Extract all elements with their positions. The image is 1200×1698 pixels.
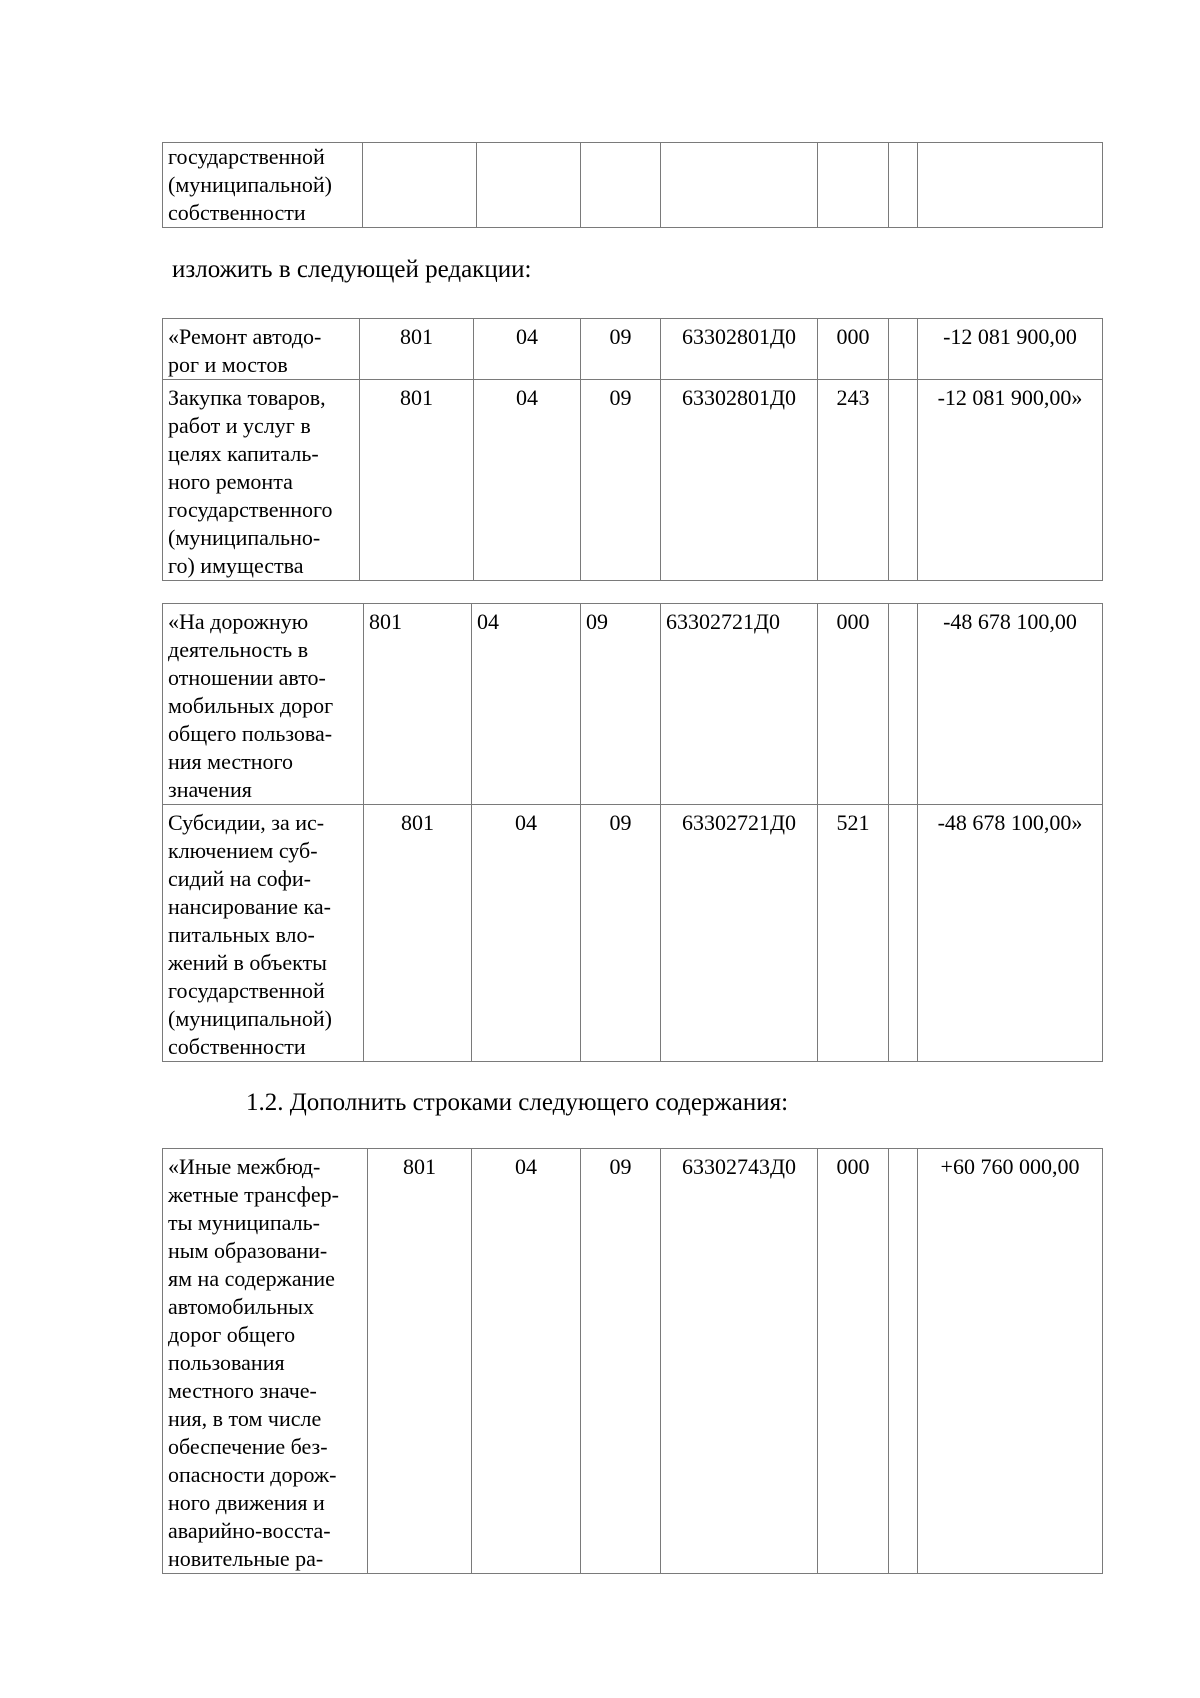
code-cell: 801 — [364, 604, 472, 805]
code-cell: 09 — [581, 1149, 661, 1574]
code-cell: 09 — [581, 319, 661, 380]
code-cell: 63302721Д0 — [661, 805, 818, 1062]
code-cell: 04 — [474, 380, 581, 581]
code-cell: 801 — [364, 805, 472, 1062]
code-cell: 521 — [818, 805, 889, 1062]
amount-cell — [918, 143, 1103, 228]
code-cell — [818, 143, 889, 228]
code-cell: 000 — [818, 604, 889, 805]
amount-cell: -48 678 100,00» — [918, 805, 1103, 1062]
amount-cell: +60 760 000,00 — [918, 1149, 1103, 1574]
budget-table-fragment — [162, 142, 1103, 228]
row-description: «Иные межбюд- жетные трансфер- ты муниципаль- ным образовани- ям на содержание автомобильных дорог общего пользования местного значе- ния, в том числе обеспечение без- опасности дорож- ного движения и аварийно-восста- новительные ра- — [163, 1149, 368, 1574]
code-cell — [661, 143, 818, 228]
code-cell — [889, 604, 918, 805]
code-cell — [889, 319, 918, 380]
table-row — [163, 380, 1103, 581]
budget-table-road-activity — [162, 603, 1103, 1062]
row-description: Закупка товаров, работ и услуг в целях капиталь- ного ремонта государственного (муниципально- го) имущества — [163, 380, 360, 581]
code-cell: 09 — [581, 805, 661, 1062]
code-cell: 04 — [472, 1149, 581, 1574]
amount-cell: -12 081 900,00 — [918, 319, 1103, 380]
paragraph-section-heading: 1.2. Дополнить строками следующего содержания: — [246, 1089, 789, 1116]
code-cell: 000 — [818, 319, 889, 380]
code-cell — [477, 143, 581, 228]
code-cell: 801 — [360, 380, 474, 581]
table-row — [163, 604, 1103, 805]
code-cell: 04 — [472, 805, 581, 1062]
code-cell: 63302743Д0 — [661, 1149, 818, 1574]
code-cell — [581, 143, 661, 228]
table-row — [163, 319, 1103, 380]
code-cell: 801 — [360, 319, 474, 380]
table-row — [163, 143, 1103, 228]
code-cell: 243 — [818, 380, 889, 581]
row-description: «Ремонт автодо- рог и мостов — [163, 319, 360, 380]
paragraph-edit-instruction: изложить в следующей редакции: — [172, 256, 532, 283]
budget-table-road-repair — [162, 318, 1103, 581]
budget-table-interbudget-transfers — [162, 1148, 1103, 1574]
row-description: государственной (муниципальной) собственности — [163, 143, 363, 228]
code-cell: 09 — [581, 380, 661, 581]
table-row — [163, 805, 1103, 1062]
code-cell: 63302801Д0 — [661, 380, 818, 581]
table-row — [163, 1149, 1103, 1574]
code-cell — [889, 1149, 918, 1574]
row-description: «На дорожную деятельность в отношении авто- мобильных дорог общего пользова- ния местного значения — [163, 604, 364, 805]
code-cell — [889, 380, 918, 581]
code-cell: 000 — [818, 1149, 889, 1574]
code-cell — [889, 805, 918, 1062]
amount-cell: -12 081 900,00» — [918, 380, 1103, 581]
code-cell: 63302721Д0 — [661, 604, 818, 805]
code-cell — [363, 143, 477, 228]
code-cell: 04 — [472, 604, 581, 805]
code-cell: 801 — [368, 1149, 472, 1574]
code-cell: 04 — [474, 319, 581, 380]
row-description: Субсидии, за ис- ключением суб- сидий на софи- нансирование ка- питальных вло- жений в объекты государственной (муниципальной) собственности — [163, 805, 364, 1062]
code-cell: 09 — [581, 604, 661, 805]
amount-cell: -48 678 100,00 — [918, 604, 1103, 805]
code-cell — [889, 143, 918, 228]
code-cell: 63302801Д0 — [661, 319, 818, 380]
